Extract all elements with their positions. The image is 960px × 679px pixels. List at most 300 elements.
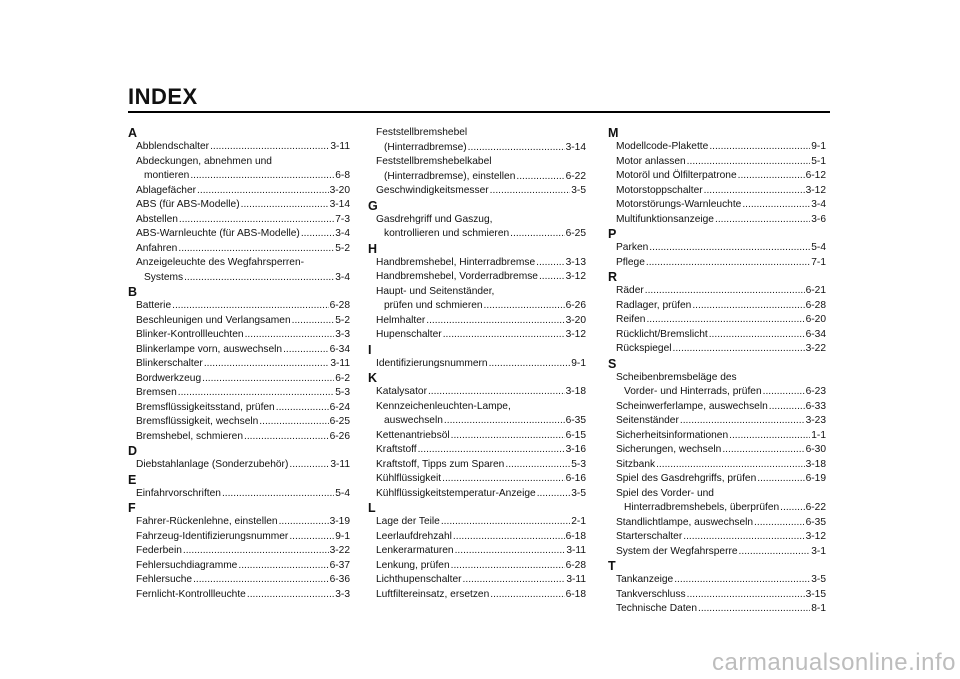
dot-leader [179,213,334,228]
index-entry [376,400,586,429]
entry-text: Motor anlassen [616,155,686,167]
index-entry [616,213,826,228]
index-entry [136,155,350,184]
page-number: 3-13 [565,256,586,268]
dot-leader [490,588,564,603]
dot-leader [516,170,564,185]
index-entry [136,386,350,401]
dot-leader [451,429,565,444]
entry-text: Scheibenbremsbeläge des [616,371,737,383]
page-number: 6-16 [565,473,586,484]
index-entry [616,443,826,458]
entry-text: Motorstörungs-Warnleuchte [616,199,742,210]
index-entry [376,385,586,400]
entry-text: Radlager, prüfen [616,299,692,311]
section-letter: S [608,356,617,371]
dot-leader [241,198,329,213]
page-number: 3-23 [805,415,826,426]
page-number: 6-18 [565,588,586,600]
entry-text: Räder [616,285,644,296]
entry-text: Fahrer-Rückenlehne, einstellen [136,516,278,527]
index-entry [136,401,350,416]
page-number: 3-18 [565,386,586,397]
index-entry [376,429,586,444]
entry-text: Handbremshebel, Hinterradbremse [376,256,536,268]
page-number: 6-30 [805,444,826,455]
entry-text: Gasdrehgriff und Gaszug, [376,213,493,225]
index-entry [136,184,350,199]
page-number: 3-14 [565,141,586,153]
page-number: 6-28 [565,559,586,571]
dot-leader [463,573,566,588]
section-letter: E [128,472,137,487]
section-letter: B [128,285,138,299]
index-entry [136,343,350,358]
page-number: 3-4 [335,228,350,239]
index-entry [616,530,826,545]
dot-leader [698,602,810,617]
index-entry [376,515,586,530]
page-number: 3-16 [565,444,586,455]
index-entry [376,328,586,343]
index-entry [136,515,350,530]
entry-text: Lichthupenschalter [376,574,462,585]
index-entry [616,458,826,473]
page-number: 3-5 [571,487,586,499]
page-number: 8-1 [811,603,826,614]
entry-text: (Hinterradbremse) [384,141,467,153]
entry-text: Standlichtlampe, auswechseln [616,516,754,528]
index-column-3 [608,126,826,617]
entry-text: Bremsflüssigkeit, wechseln [136,416,259,427]
index-entry [616,155,826,170]
entry-text: Bordwerkzeug [136,372,202,384]
index-entry [616,184,826,199]
section-letter: P [608,227,617,241]
entry-text: Systems [144,271,184,283]
index-entry [376,588,586,603]
page-number: 3-19 [329,516,350,527]
index-column-2 [368,126,586,602]
page-number: 2-1 [571,516,586,527]
entry-text: Technische Daten [616,603,697,614]
entry-text: Sicherungen, wechseln [616,444,722,455]
entry-text: Fahrzeug-Identifizierungsnummer [136,530,289,542]
dot-leader [754,516,805,531]
entry-text: Einfahrvorschriften [136,487,221,499]
entry-text: Leerlaufdrehzahl [376,530,452,542]
dot-leader [418,443,565,458]
dot-leader [183,544,329,559]
dot-leader [687,588,805,603]
dot-leader [687,155,811,170]
page-number: 6-24 [329,401,350,413]
dot-leader [537,487,571,502]
dot-leader [259,415,328,430]
dot-leader [645,284,805,299]
entry-text: Parken [616,242,649,253]
dot-leader [428,385,565,400]
page-number: 3-12 [805,531,826,542]
dot-leader [715,213,810,228]
page-number: 6-36 [329,574,350,585]
index-entry [616,256,826,271]
index-entry [136,299,350,314]
entry-text: Geschwindigkeitsmesser [376,185,489,196]
dot-leader [442,472,564,487]
page-number: 3-6 [811,213,826,225]
entry-text: Seitenständer [616,415,679,426]
entry-text: Blinker-Kontrollleuchten [136,329,244,340]
dot-leader [292,314,335,329]
page-number: 7-3 [335,213,350,225]
entry-text: Haupt- und Seitenständer, [376,285,495,297]
page-title: INDEX [128,84,198,109]
index-entry [136,256,350,285]
index-entry [376,357,586,372]
index-entry [376,184,586,199]
index-entry [616,545,826,560]
index-entry [136,588,350,603]
dot-leader [193,573,329,588]
index-entry [376,530,586,545]
entry-text: Identifizierungsnummern [376,357,488,369]
dot-leader [441,515,570,530]
index-entry [376,443,586,458]
dot-leader [649,241,810,256]
index-entry [136,213,350,228]
index-entry [376,472,586,487]
dot-leader [238,559,328,574]
index-entry [616,602,826,617]
dot-leader [739,545,811,560]
index-entry [376,559,586,574]
entry-text: Starterschalter [616,531,683,542]
page-number: 3-11 [330,358,350,369]
page-number: 3-5 [811,574,826,585]
page-number: 5-3 [335,387,350,398]
page-number: 5-4 [335,487,350,499]
index-entry [376,573,586,588]
dot-leader [646,256,810,271]
section-letter: L [368,501,376,515]
dot-leader [172,299,329,314]
entry-text: Scheinwerferlampe, auswechseln [616,400,768,412]
section-letter: D [128,444,138,458]
entry-text: Multifunktionsanzeige [616,213,714,225]
page-number: 3-5 [571,185,586,196]
dot-leader [443,328,565,343]
entry-text: Bremsen [136,387,177,398]
page-number: 1-1 [811,429,826,441]
entry-text: Fehlersuche [136,574,193,585]
index-entry [616,140,826,155]
dot-leader [780,501,804,516]
dot-leader [245,328,335,343]
page-number: 6-8 [335,170,350,181]
page-number: 3-20 [329,184,350,196]
entry-text: System der Wegfahrsperre [616,545,738,557]
dot-leader [197,184,329,199]
entry-text: Luftfiltereinsatz, ersetzen [376,588,490,600]
index-entry [376,285,586,314]
dot-leader [178,386,335,401]
index-entry [616,284,826,299]
index-column-1 [128,126,350,602]
entry-text: prüfen und schmieren [384,300,483,311]
entry-text: Kühlflüssigkeit [376,473,442,484]
entry-text: Blinkerlampe vorn, auswechseln [136,343,283,355]
entry-text: Lenkerarmaturen [376,545,454,556]
entry-text: Ablagefächer [136,184,197,196]
entry-text: Anfahren [136,242,178,254]
entry-text: Federbein [136,545,182,556]
index-entry [136,487,350,502]
index-entry [616,588,826,603]
entry-text: Tankverschluss [616,588,686,600]
entry-text: auswechseln [384,415,443,426]
entry-text: Lage der Teile [376,516,440,527]
index-entry [136,314,350,329]
dot-leader [468,141,565,156]
entry-text: Bremshebel, schmieren [136,430,244,442]
index-entry [136,357,350,372]
dot-leader [709,328,805,343]
page-number: 6-12 [805,170,826,181]
dot-leader [202,372,334,387]
page-number: 3-11 [566,574,586,585]
entry-text: Batterie [136,300,172,311]
section-letter: I [368,342,372,357]
page-number: 9-1 [811,141,826,152]
index-entry [616,328,826,343]
index-entry [136,372,350,387]
dot-leader [680,414,805,429]
entry-text: Vorder- und Hinterrads, prüfen [624,386,762,397]
page-number: 9-1 [571,357,586,369]
dot-leader [490,184,571,199]
entry-text: ABS-Warnleuchte (für ABS-Modelle) [136,228,300,239]
index-entry [136,242,350,257]
title-rule [128,111,830,113]
index-entry [136,458,350,473]
dot-leader [289,530,334,545]
index-entry [616,573,826,588]
entry-text: Beschleunigen und Verlangsamen [136,314,291,326]
dot-leader [455,544,566,559]
index-entry [376,270,586,285]
dot-leader [539,270,565,285]
entry-text: Pflege [616,256,645,268]
entry-text: kontrollieren und schmieren [384,228,510,239]
entry-text: Hupenschalter [376,329,442,340]
page-number: 6-18 [565,530,586,542]
watermark: carmanualsonline.info [712,649,956,676]
entry-text: Rücklicht/Bremslicht [616,328,708,340]
section-letter: R [608,270,618,284]
index-entry [616,299,826,314]
dot-leader [505,458,570,473]
page-number: 3-4 [335,271,350,283]
page-number: 3-22 [805,343,826,354]
page-number: 3-3 [335,588,350,600]
entry-text: Abblendschalter [136,141,210,152]
index-entry [136,430,350,445]
dot-leader [244,430,329,445]
page-number: 6-34 [329,343,350,355]
page-number: 6-19 [805,473,826,484]
entry-text: Katalysator [376,386,427,397]
dot-leader [738,169,805,184]
index-entry [376,314,586,329]
index-entry [136,198,350,213]
page-number: 6-20 [805,314,826,325]
dot-leader [692,299,804,314]
page-number: 6-37 [329,559,350,571]
page-number: 3-1 [811,545,826,557]
dot-leader [656,458,805,473]
page-number: 6-35 [565,415,586,426]
page-number: 5-2 [335,314,350,326]
dot-leader [289,458,329,473]
page-number: 7-1 [811,256,826,268]
page-number: 6-33 [805,400,826,412]
entry-text: Kraftstoff, Tipps zum Sparen [376,458,505,470]
page-number: 6-22 [565,170,586,182]
index-entry [376,487,586,502]
dot-leader [204,357,330,372]
entry-text: Sitzbank [616,458,656,470]
index-entry [616,241,826,256]
page-number: 3-18 [805,458,826,470]
entry-text: Blinkerschalter [136,358,203,369]
dot-leader [489,357,571,372]
section-letter: G [368,198,378,213]
index-entry [616,487,826,516]
index-entry [616,342,826,357]
dot-leader [190,169,334,184]
dot-leader [451,559,565,574]
entry-text: montieren [144,170,190,181]
page-number: 3-4 [811,199,826,210]
entry-text: Bremsflüssigkeitsstand, prüfen [136,401,275,413]
page-number: 6-35 [805,516,826,528]
dot-leader [646,313,804,328]
dot-leader [536,256,564,271]
dot-leader [769,400,805,415]
index-entry [616,516,826,531]
index-entry [376,544,586,559]
dot-leader [184,271,334,286]
dot-leader [704,184,805,199]
index-entry [616,371,826,400]
entry-text: Helmhalter [376,314,426,326]
entry-text: Handbremshebel, Vorderradbremse [376,271,538,282]
dot-leader [742,198,810,213]
page-number: 3-14 [329,199,350,210]
section-letter: H [368,241,378,256]
page-number: 6-28 [329,300,350,311]
page-number: 3-12 [805,184,826,196]
entry-text: Abstellen [136,213,178,225]
dot-leader [210,140,329,155]
entry-text: Tankanzeige [616,574,674,585]
page-number: 6-26 [565,300,586,311]
dot-leader [763,385,805,400]
dot-leader [510,227,564,242]
dot-leader [722,443,804,458]
dot-leader [247,588,334,603]
page-number: 6-25 [565,228,586,239]
section-letter: M [608,126,619,140]
index-entry [136,415,350,430]
dot-leader [674,573,810,588]
entry-text: (Hinterradbremse), einstellen [384,170,516,182]
page-number: 3-15 [805,588,826,600]
entry-text: Anzeigeleuchte des Wegfahrsperren- [136,257,305,268]
page-number: 5-3 [571,458,586,470]
index-entry [376,458,586,473]
dot-leader [729,429,810,444]
index-entry [136,559,350,574]
page-number: 3-12 [565,329,586,340]
section-letter: T [608,559,616,573]
dot-leader [673,342,805,357]
dot-leader [276,401,329,416]
page-number: 3-12 [565,271,586,282]
entry-text: Spiel des Gasdrehgriffs, prüfen [616,473,757,484]
entry-text: Fehlersuchdiagramme [136,559,238,571]
dot-leader [222,487,334,502]
page-number: 3-20 [565,314,586,326]
index-entry [376,155,586,184]
entry-text: Hinterradbremshebels, überprüfen [624,502,780,513]
dot-leader [709,140,810,155]
dot-leader [283,343,329,358]
entry-text: Motoröl und Ölfilterpatrone [616,170,737,181]
entry-text: Kennzeichenleuchten-Lampe, [376,400,511,412]
page-number: 6-34 [805,328,826,340]
index-entry [136,227,350,242]
index-entry [136,573,350,588]
index-entry [376,256,586,271]
entry-text: ABS (für ABS-Modelle) [136,199,240,210]
page-number: 6-25 [329,416,350,427]
entry-text: Rückspiegel [616,343,672,354]
index-entry [616,400,826,415]
section-letter: F [128,501,136,515]
entry-text: Sicherheitsinformationen [616,429,729,441]
page-number: 6-22 [805,502,826,513]
index-entry [136,544,350,559]
index-entry [136,140,350,155]
section-letter: A [128,126,138,140]
index-entry [376,126,586,155]
page-number: 6-28 [805,299,826,311]
entry-text: Reifen [616,314,646,325]
entry-text: Motorstoppschalter [616,184,703,196]
page-number: 3-11 [330,141,350,152]
entry-text: Kettenantriebsöl [376,429,450,441]
index-entry [616,429,826,444]
index-entry [136,328,350,343]
entry-text: Lenkung, prüfen [376,559,450,571]
page-number: 3-3 [335,329,350,340]
entry-text: Kraftstoff [376,444,417,455]
entry-text: Feststellbremshebel [376,127,468,138]
page-number: 6-15 [565,429,586,441]
page-number: 6-23 [805,386,826,397]
